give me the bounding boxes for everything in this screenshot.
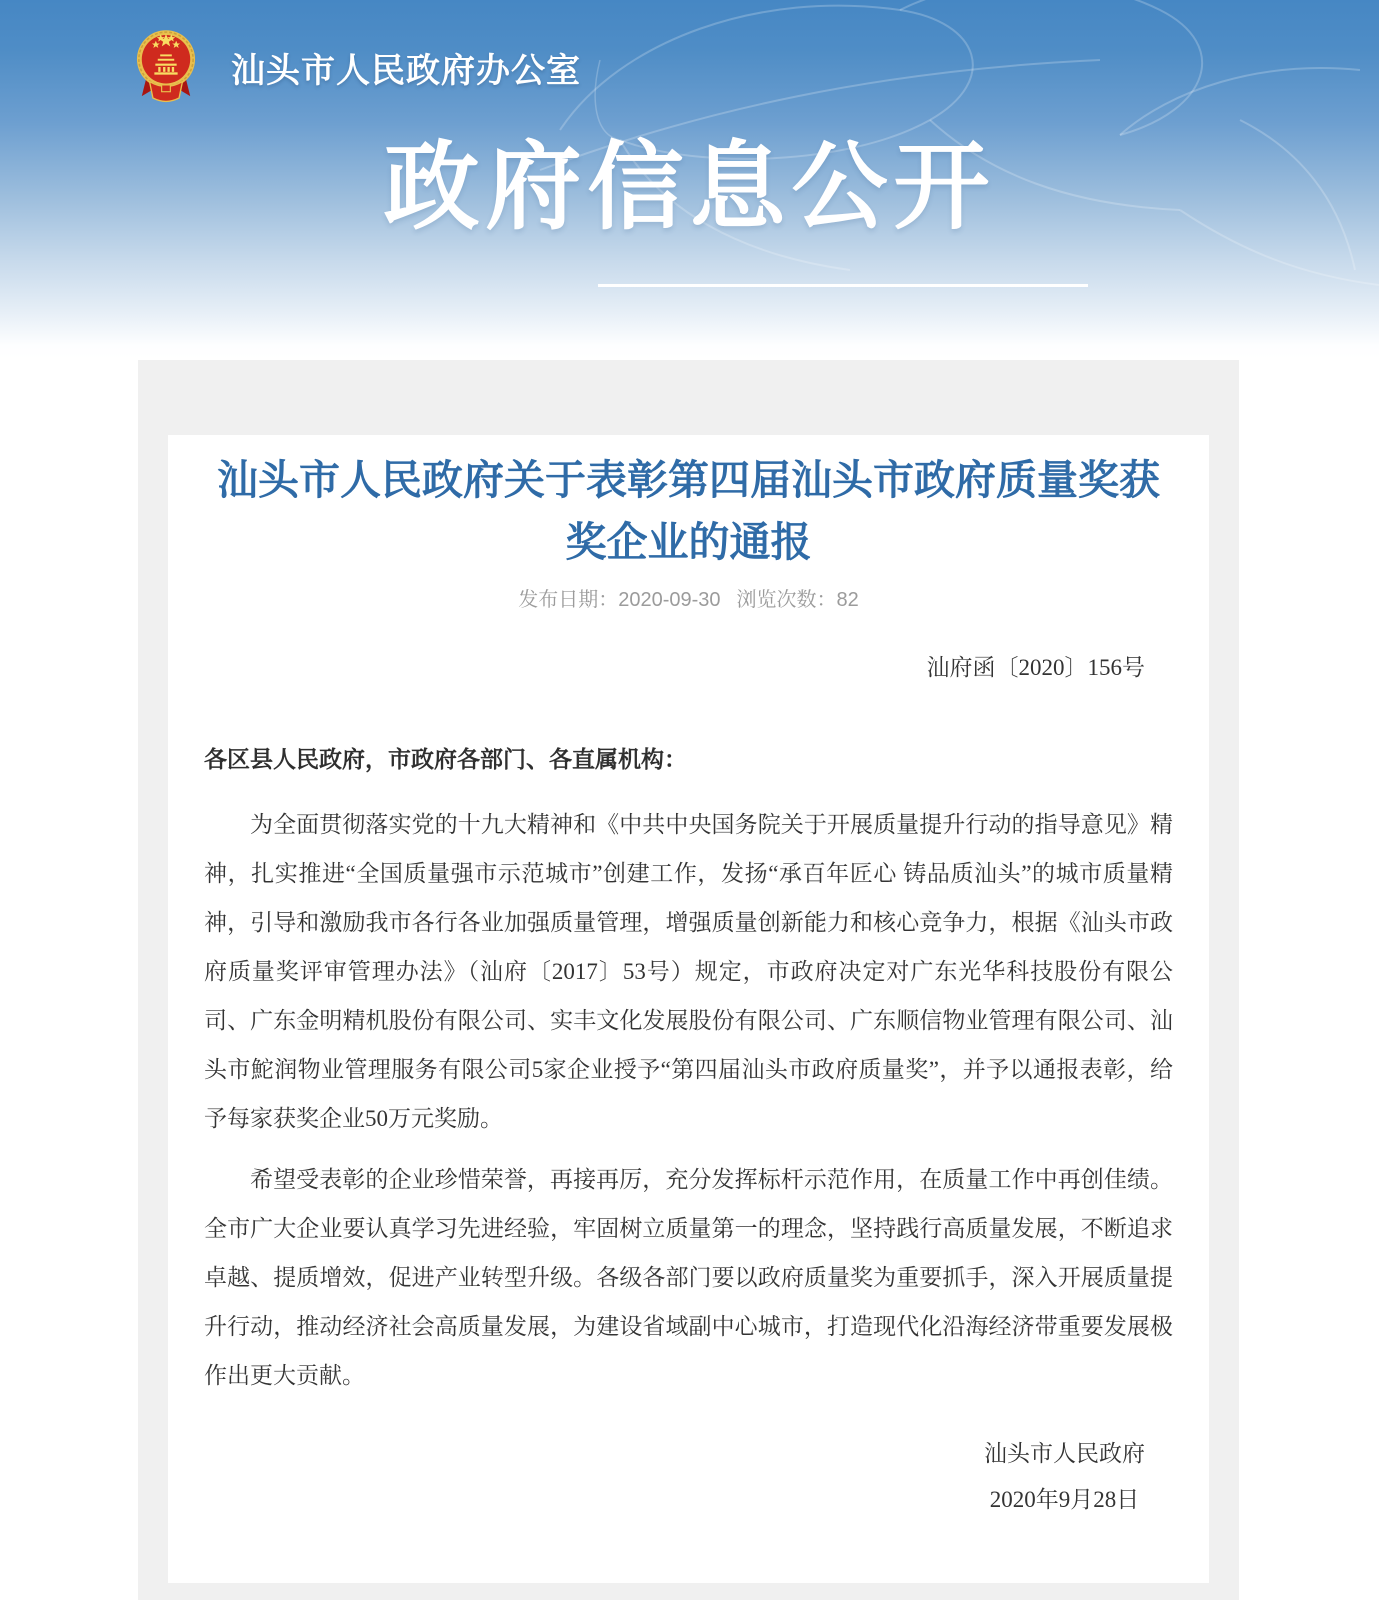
views-count: 82 (836, 589, 859, 611)
national-emblem-icon (135, 28, 197, 106)
paragraph: 希望受表彰的企业珍惜荣誉，再接再厉，充分发挥标杆示范作用，在质量工作中再创佳绩。全市广大企业要认真学习先进经验，牢固树立质量第一的理念，坚持践行高质量发展，不断追求卓越、提质增效，促进产业转型升级。各级各部门要以政府质量奖为重要抓手，深入开展质量提升行动，推动经济社会高质量发展，为建设省域副中心城市，打造现代化沿海经济带重要发展极作出更大贡献。 (204, 1167, 1173, 1388)
doc-number: 汕府函〔2020〕156号 (926, 655, 1145, 680)
gov-header (135, 28, 581, 106)
signature-name: 汕头市人民政府 (984, 1441, 1145, 1466)
banner (0, 0, 1379, 360)
views-label: 浏览次数： (736, 589, 837, 611)
signature-block (204, 1434, 1173, 1520)
article-title: 汕头市人民政府关于表彰第四届汕头市政府质量奖获奖企业的通报 (217, 457, 1160, 565)
publish-date-label: 发布日期： (518, 589, 619, 611)
office-name: 汕头市人民政府办公室 (231, 51, 581, 90)
article-meta (204, 583, 1173, 612)
signature-date: 2020年9月28日 (989, 1487, 1140, 1512)
title-underline-divider (598, 284, 1088, 287)
content-container (138, 360, 1239, 1600)
article-card (168, 435, 1209, 1583)
publish-date-value: 2020-09-30 (618, 589, 721, 611)
salutation: 各区县人民政府，市政府各部门、各直属机构： (204, 746, 687, 772)
paragraph: 为全面贯彻落实党的十九大精神和《中共中央国务院关于开展质量提升行动的指导意见》精神，扎实推进“全国质量强市示范城市”创建工作，发扬“承百年匠心 铸品质汕头”的城市质量精神，引导和激励我市各行各业加强质量管理，增强质量创新能力和核心竞争力，根据《汕头市政府质量奖评审管理办法》（汕府〔2017〕53号）规定，市政府决定对广东光华科技股份有限公司、广东金明精机股份有限公司、实丰文化发展股份有限公司、广东顺信物业管理有限公司、汕头市鮀润物业管理服务有限公司5家企业授予“第四届汕头市政府质量奖”，并予以通报表彰，给予每家获奖企业50万元奖励。 (204, 812, 1173, 1131)
page-title: 政府信息公开 (383, 134, 996, 241)
